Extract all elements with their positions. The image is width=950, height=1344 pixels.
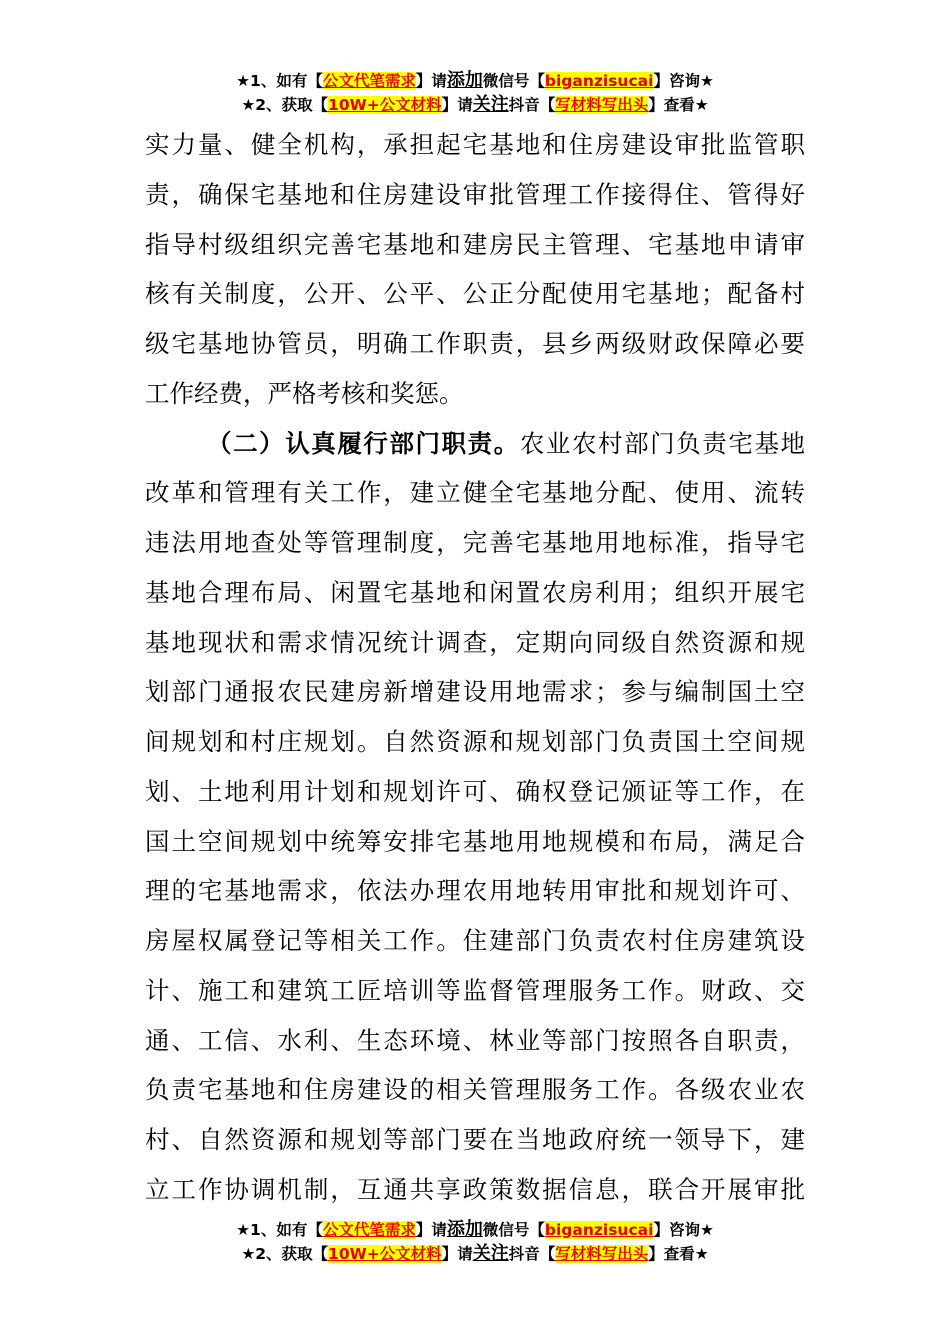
banner-text: 】请 (415, 1221, 447, 1239)
highlight-wechat-id: biganzisucai (544, 72, 654, 90)
body-line: 房屋权属登记等相关工作。住建部门负责农村住房建筑设 (145, 926, 805, 955)
body-line: 核有关制度，公开、公平、公正分配使用宅基地；配备村 (145, 279, 805, 309)
banner-line-2 (0, 93, 950, 117)
highlight-materials: 10W+公文材料 (328, 1245, 442, 1263)
body-line: 通、工信、水利、生态环境、林业等部门按照各自职责， (145, 1025, 805, 1055)
highlight-douyin: 写材料写出头 (555, 1245, 649, 1263)
emphasis-follow: 关注 (472, 94, 509, 115)
body-line: 级宅基地协管员，明确工作职责，县乡两级财政保障必要 (145, 329, 805, 358)
body-line: 间规划和村庄规划。自然资源和规划部门负责国土空间规 (145, 727, 805, 756)
emphasis-add: 添加 (446, 1219, 483, 1240)
banner-text: 】请 (441, 96, 473, 114)
header-banner (0, 69, 950, 117)
body-line: 计、施工和建筑工匠培训等监督管理服务工作。财政、交 (145, 975, 805, 1005)
document-body (145, 120, 805, 1215)
banner-text: 微信号【 (482, 72, 545, 90)
banner-text: 微信号【 (482, 1221, 545, 1239)
body-line: 负责宅基地和住房建设的相关管理服务工作。各级农业农 (145, 1075, 805, 1105)
body-line: 基地合理布局、闲置宅基地和闲置农房利用；组织开展宅 (145, 577, 805, 607)
banner-text: 】查看★ (648, 96, 709, 114)
banner-text: 】咨询★ (653, 1221, 714, 1239)
emphasis-follow: 关注 (472, 1243, 509, 1264)
highlight-wechat-id: biganzisucai (544, 1221, 654, 1239)
body-line: 理的宅基地需求，依法办理农用地转用审批和规划许可、 (145, 876, 805, 906)
highlight-douyin: 写材料写出头 (555, 96, 649, 114)
banner-text: ★2、获取【 (241, 1245, 329, 1263)
banner-text: 】查看★ (648, 1245, 709, 1263)
body-line: 村、自然资源和规划等部门要在当地政府统一领导下，建 (145, 1125, 805, 1154)
banner-line-1 (0, 1218, 950, 1242)
emphasis-add: 添加 (446, 70, 483, 91)
banner-text: ★1、如有【 (236, 72, 323, 90)
body-text: 农业农村部门负责宅基地 (519, 428, 806, 458)
banner-text: 】咨询★ (653, 72, 714, 90)
highlight-service: 公文代笔需求 (322, 72, 416, 90)
section-heading: （二）认真履行部门职责。 (207, 428, 520, 458)
banner-text: 】请 (441, 1245, 473, 1263)
body-line: 立工作协调机制，互通共享政策数据信息，联合开展审批 (145, 1174, 805, 1204)
body-line: 工作经费，严格考核和奖惩。 (145, 378, 464, 408)
banner-line-2 (0, 1242, 950, 1266)
footer-banner (0, 1218, 950, 1266)
body-line: 实力量、健全机构，承担起宅基地和住房建设审批监管职 (145, 130, 805, 159)
body-line: 责，确保宅基地和住房建设审批管理工作接得住、管得好 (145, 179, 805, 209)
banner-text: 】请 (415, 72, 447, 90)
body-line: 指导村级组织完善宅基地和建房民主管理、宅基地申请审 (145, 229, 805, 259)
banner-text: 抖音【 (508, 1245, 556, 1263)
banner-text: ★2、获取【 (241, 96, 329, 114)
highlight-materials: 10W+公文材料 (328, 96, 442, 114)
banner-text: ★1、如有【 (236, 1221, 323, 1239)
section-heading-line (145, 419, 805, 469)
highlight-service: 公文代笔需求 (322, 1221, 416, 1239)
banner-text: 抖音【 (508, 96, 556, 114)
body-line: 国土空间规划中统筹安排宅基地用地规模和布局，满足合 (145, 826, 805, 856)
banner-line-1 (0, 69, 950, 93)
body-line: 划、土地利用计划和规划许可、确权登记颁证等工作，在 (145, 776, 805, 806)
body-line: 改革和管理有关工作，建立健全宅基地分配、使用、流转 (145, 478, 805, 508)
body-line: 基地现状和需求情况统计调查，定期向同级自然资源和规 (145, 627, 805, 657)
body-line: 划部门通报农民建房新增建设用地需求；参与编制国土空 (145, 677, 805, 707)
body-line: 违法用地查处等管理制度，完善宅基地用地标准，指导宅 (145, 528, 805, 557)
